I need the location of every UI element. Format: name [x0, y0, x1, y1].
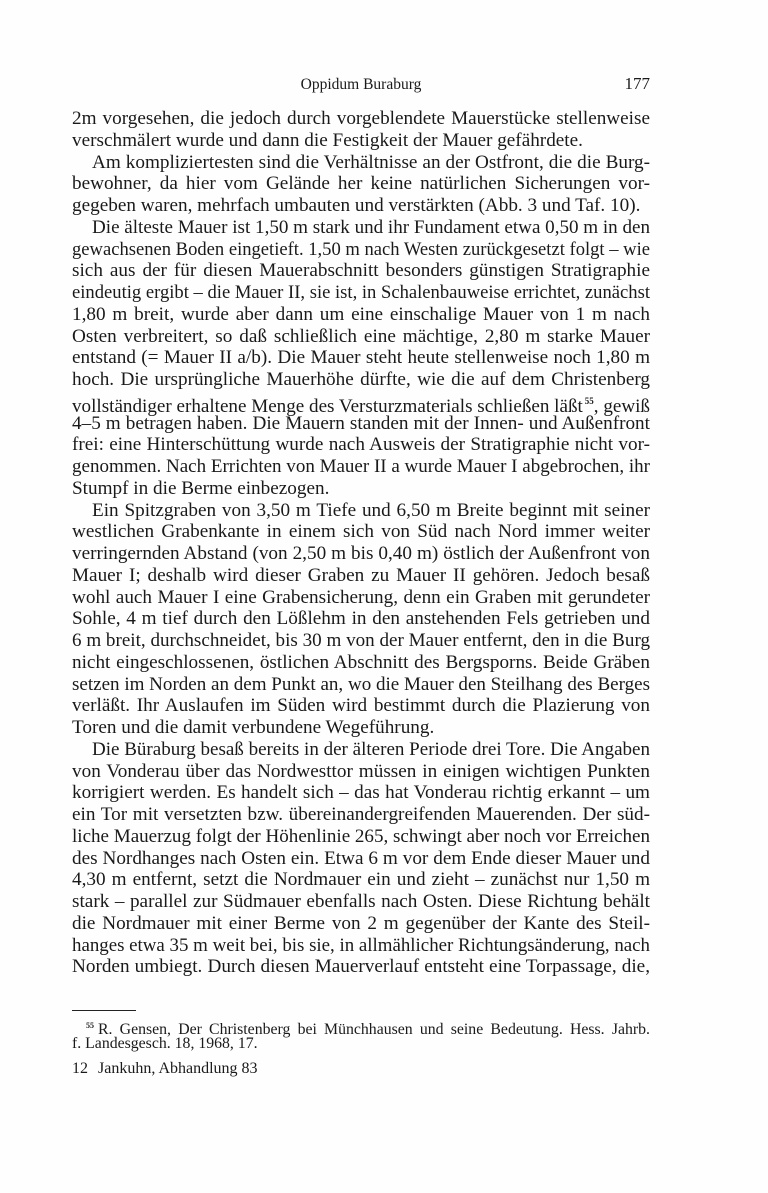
text-line: [72, 565, 650, 587]
text-line: [72, 173, 650, 195]
text-line: [72, 869, 650, 891]
text-line: [72, 587, 650, 609]
text-line: [72, 674, 650, 696]
text-line: [72, 282, 650, 304]
line-text: Die älteste Mauer ist 1,50 m stark und ihr Fundament etwa 0,50 m in den: [92, 216, 650, 238]
text-line: [72, 434, 650, 456]
page-number: 177: [624, 74, 650, 93]
line-text: von Vonderau über das Nordwesttor müssen in einigen wichtigen Punkten: [72, 760, 650, 782]
footnote-text: f. Landesgesch. 18, 1968, 17.: [72, 1035, 258, 1052]
text-line: [72, 369, 650, 391]
text-line: [72, 521, 650, 543]
running-head: [72, 74, 650, 96]
paragraph: [72, 739, 650, 978]
running-title: Oppidum Buraburg: [300, 76, 422, 93]
text-line: [72, 782, 650, 804]
line-text: vollständiger erhaltene Menge des Versturzmaterials schließen läßt: [72, 395, 583, 417]
text-line: [72, 260, 650, 282]
footnotes: [72, 1017, 650, 1053]
line-text-after-ref: , gewiß: [593, 395, 650, 417]
signature-number: 12: [72, 1060, 88, 1077]
line-text: hanges etwa 35 m weit bei, bis sie, in allmählicher Richtungsänderung, nach: [72, 934, 650, 956]
line-text: Die Büraburg besaß bereits in der älteren Periode drei Tore. Die Angaben: [92, 738, 650, 760]
footnote: [72, 1017, 650, 1053]
text-line: [72, 913, 650, 935]
line-text: 4,30 m entfernt, setzt die Nordmauer ein und zieht – zunächst nur 1,50 m: [72, 869, 650, 891]
line-text: gegeben waren, mehrfach umbauten und verstärkten (Abb. 3 und Taf. 10).: [72, 195, 641, 216]
line-text: 6 m breit, durchschneidet, bis 30 m von der Mauer entfernt, den in die Burg: [72, 630, 650, 651]
line-text: Norden umbiegt. Durch diesen Mauerverlauf entsteht eine Torpassage, die,: [72, 956, 650, 978]
text-line: [72, 347, 650, 369]
paragraph: [72, 217, 650, 500]
paragraph: [72, 108, 650, 152]
footnote-text: R. Gensen, Der Christenberg bei Münchhausen und seine Bedeutung. Hess. Jahrb.: [98, 1021, 650, 1038]
line-text: Sohle, 4 m tief durch den Lößlehm in den anstehenden Fels getrieben und: [72, 608, 650, 630]
line-text: frei: eine Hinterschüttung wurde nach Ausweis der Stratigraphie nicht vor-: [72, 434, 650, 456]
body-text: [72, 108, 650, 978]
line-text: setzen im Norden an dem Punkt an, wo die Mauer den Steilhang des Berges: [72, 673, 650, 695]
text-line: [72, 217, 650, 239]
line-text: 2m vorgesehen, die jedoch durch vorgeblendete Mauerstücke stellenweise: [72, 108, 650, 129]
line-text: des Nordhanges nach Osten ein. Etwa 6 m vor dem Ende dieser Mauer und: [72, 847, 650, 869]
footnote-reference[interactable]: 55: [584, 395, 594, 406]
text-line: [72, 848, 650, 870]
text-line: [72, 326, 650, 348]
line-text: entstand (= Mauer II a/b). Die Mauer steht heute stellenweise noch 1,80 m: [72, 347, 650, 369]
text-line: [72, 739, 650, 761]
line-text: verringernden Abstand (von 2,50 m bis 0,40 m) östlich der Außenfront von: [72, 543, 650, 564]
line-text: gewachsenen Boden eingetieft. 1,50 m nach Westen zurückgesetzt folgt – wie: [72, 238, 650, 260]
text-line: [72, 195, 650, 217]
line-text: hoch. Die ursprüngliche Mauerhöhe dürfte, wie die auf dem Christenberg: [72, 369, 650, 390]
line-text: bewohner, da hier vom Gelände her keine natürlichen Sicherungen vor-: [72, 173, 650, 195]
text-line: [72, 543, 650, 565]
text-line: [72, 391, 650, 417]
footnote-mark: 55: [86, 1021, 94, 1030]
text-line: [72, 608, 650, 630]
text-line: [72, 130, 650, 152]
text-line: [72, 478, 650, 500]
line-text: verschmälert wurde und dann die Festigkeit der Mauer gefährdete.: [72, 129, 583, 151]
text-line: [72, 826, 650, 848]
line-text: nicht eingeschlossenen, östlichen Abschnitt des Bergsporns. Beide Gräben: [72, 651, 650, 673]
line-text: stark – parallel zur Südmauer ebenfalls nach Osten. Diese Richtung behält: [72, 891, 650, 912]
text-line: [72, 761, 650, 783]
line-text: liche Mauerzug folgt der Höhenlinie 265, schwingt aber noch vor Erreichen: [72, 825, 650, 847]
line-text: sich aus der für diesen Mauerabschnitt besonders günstigen Stratigraphie: [72, 260, 650, 282]
footnote-line: [72, 1017, 650, 1038]
line-text: verläßt. Ihr Auslaufen im Süden wird bestimmt durch die Plazierung von: [72, 695, 650, 717]
line-text: Stumpf in die Berme einbezogen.: [72, 477, 330, 499]
printer-signature: [72, 1060, 258, 1078]
line-text: genommen. Nach Errichten von Mauer II a wurde Mauer I abgebrochen, ihr: [72, 456, 650, 477]
line-text: korrigiert werden. Es handelt sich – das hat Vonderau richtig erkannt – um: [72, 782, 650, 804]
line-text: Toren und die damit verbundene Wegeführung.: [72, 717, 435, 738]
line-text: eindeutig ergibt – die Mauer II, sie ist, in Schalenbauweise errichtet, zunächst: [72, 282, 650, 303]
text-line: [72, 239, 650, 261]
signature-text: Jankuhn, Abhandlung 83: [98, 1060, 258, 1077]
text-line: [72, 108, 650, 130]
line-text: die Nordmauer mit einer Berme von 2 m gegenüber der Kante des Steil-: [72, 912, 650, 934]
text-line: [72, 804, 650, 826]
paragraph: [72, 152, 650, 217]
text-line: [72, 956, 650, 978]
text-line: [72, 695, 650, 717]
text-line: [72, 630, 650, 652]
line-text: westlichen Grabenkante in einem sich von Süd nach Nord immer weiter: [72, 521, 650, 543]
line-text: Ein Spitzgraben von 3,50 m Tiefe und 6,50 m Breite beginnt mit seiner: [92, 499, 650, 521]
line-text: 1,80 m breit, wurde aber dann um eine einschalige Mauer von 1 m nach: [72, 303, 650, 325]
line-text: Am kompliziertesten sind die Verhältnisse an der Ostfront, die die Burg-: [92, 151, 650, 173]
paragraph: [72, 500, 650, 739]
footnote-rule: [72, 1010, 136, 1011]
line-text: wohl auch Mauer I eine Grabensicherung, denn ein Graben mit gerundeter: [72, 586, 650, 608]
line-text: Mauer I; deshalb wird dieser Graben zu Mauer II gehören. Jedoch besaß: [72, 564, 650, 586]
text-line: [72, 304, 650, 326]
text-line: [72, 717, 650, 739]
line-text: ein Tor mit versetzten bzw. übereinandergreifenden Mauerenden. Der süd-: [72, 804, 650, 825]
text-line: [72, 935, 650, 957]
text-line: [72, 500, 650, 522]
text-line: [72, 891, 650, 913]
line-text: 4–5 m betragen haben. Die Mauern standen mit der Innen- und Außenfront: [72, 412, 650, 434]
text-line: [72, 456, 650, 478]
text-line: [72, 152, 650, 174]
text-line: [72, 652, 650, 674]
line-text: Osten verbreitert, so daß schließlich eine mächtige, 2,80 m starke Mauer: [72, 325, 650, 347]
